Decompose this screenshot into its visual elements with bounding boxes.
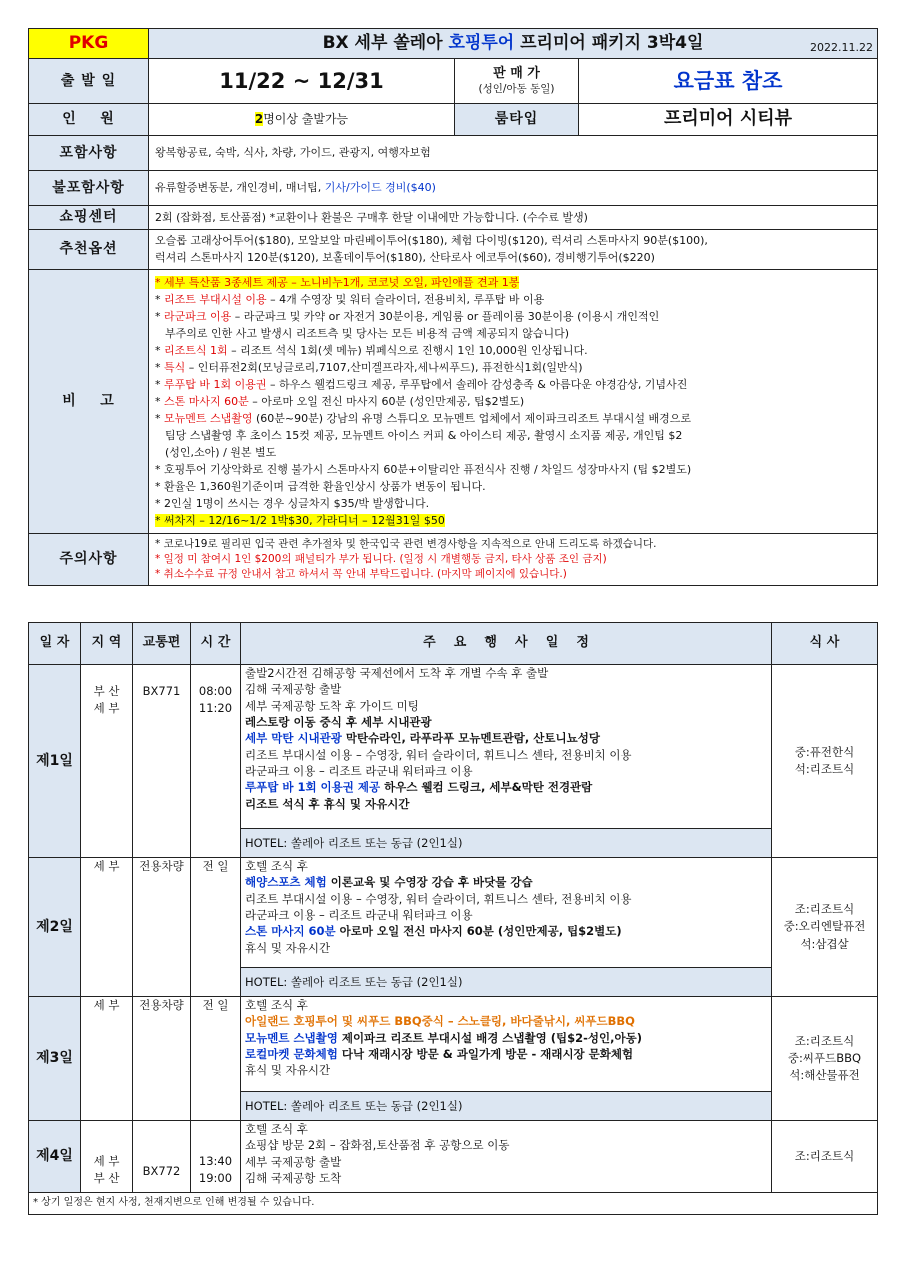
- day-4-activities: 호텔 조식 후 쇼핑샵 방문 2회 – 잡화점,토산품점 후 공항으로 이동 세부 국제공항 출발 김해 국제공항 도착: [241, 1121, 772, 1193]
- package-info-table: [28, 28, 878, 586]
- issue-date: 2022.11.22: [810, 41, 874, 55]
- col-day: 일 자: [29, 623, 81, 665]
- day-3-region: 세 부: [81, 997, 133, 1121]
- room-label: 룸타입: [455, 104, 579, 136]
- day-2-activities: 호텔 조식 후 해양스포츠 체험 이론교육 및 수영장 강습 후 바닷물 강습 리조트 부대시설 이용 – 수영장, 워터 슬라이더, 휘트니스 센타, 전용비치 이용 라군파크 이용 – 리조트 라군내 워터파크 이용 스톤 마사지 60분 아로마 오일 전신 마사지 60분 (성인만제공, 팁$2별도) 휴식 및 자유시간: [241, 858, 772, 968]
- exclude-value: 유류할증변동분, 개인경비, 매너팁, 기사/가이드 경비($40): [149, 171, 878, 206]
- day-1-time: 08:00 11:20: [191, 665, 241, 858]
- col-time: 시 간: [191, 623, 241, 665]
- day-1-meals: 중:퓨전한식 석:리조트식: [772, 665, 878, 858]
- day-1-activities: 출발2시간전 김해공항 국제선에서 도착 후 개별 수속 후 출발 김해 국제공항 출발 세부 국제공항 도착 후 가이드 미팅 레스토랑 이동 중식 후 세부 시내관광 세부 막탄 시내관광 막탄슈라인, 라푸라푸 모뉴멘트관람, 산토니뇨성당 리조트 부대시설 이용 – 수영장, 워터 슬라이더, 휘트니스 센타, 전용비치 이용 라군파크 이용 – 리조트 라군내 워터파크 이용 루푸탑 바 1회 이용권 제공 하우스 웰컴 드링크, 세부&막탄 전경관람 리조트 석식 후 휴식 및 자유시간: [241, 665, 772, 829]
- day-2-transport: 전용차량: [133, 858, 191, 997]
- day-1-transport: BX771: [133, 665, 191, 858]
- departure-value: 11/22 ~ 12/31: [149, 59, 455, 104]
- day-3: 제3일: [29, 997, 81, 1121]
- day-3-time: 전 일: [191, 997, 241, 1121]
- include-label: 포함사항: [29, 136, 149, 171]
- itinerary-table: [28, 622, 878, 1215]
- shopping-value: 2회 (잡화점, 토산품점) *교환이나 환불은 구매후 한달 이내에만 가능합니다. (수수료 발생): [149, 206, 878, 230]
- price-label: 판 매 가 (성인/아동 동일): [455, 59, 579, 104]
- col-meal: 식 사: [772, 623, 878, 665]
- options-value: 오슬롭 고래상어투어($180), 모알보알 마린베이투어($180), 체험 다이빙($120), 럭셔리 스톤마사지 90분($100), 럭셔리 스톤마사지 120분($120), 보홀데이투어($180), 산타로사 에코투어($60), 경비행기투어($220): [149, 230, 878, 270]
- day-2-hotel: HOTEL: 쏠레아 리조트 또는 동급 (2인1실): [241, 968, 772, 997]
- col-main: 주 요 행 사 일 정: [241, 623, 772, 665]
- day-1: 제1일: [29, 665, 81, 858]
- day-2: 제2일: [29, 858, 81, 997]
- day-2-region: 세 부: [81, 858, 133, 997]
- departure-label: 출 발 일: [29, 59, 149, 104]
- shopping-label: 쇼핑센터: [29, 206, 149, 230]
- col-transport: 교통편: [133, 623, 191, 665]
- day-4-region: 세 부 부 산: [81, 1121, 133, 1193]
- day-3-hotel: HOTEL: 쏠레아 리조트 또는 동급 (2인1실): [241, 1092, 772, 1121]
- include-value: 왕복항공료, 숙박, 식사, 차량, 가이드, 관광지, 여행자보험: [149, 136, 878, 171]
- package-title: BX 세부 쏠레아 호핑투어 프리미어 패키지 3박4일 2022.11.22: [149, 29, 878, 59]
- day-2-time: 전 일: [191, 858, 241, 997]
- pkg-badge: PKG: [29, 29, 149, 59]
- itinerary-footnote: * 상기 일정은 현지 사정, 천재지변으로 인해 변경될 수 있습니다.: [29, 1193, 878, 1215]
- room-value: 프리미어 시티뷰: [579, 104, 878, 136]
- day-2-meals: 조:리조트식 중:오리엔탈퓨전 석:삼겹살: [772, 858, 878, 997]
- day-1-region: 부 산 세 부: [81, 665, 133, 858]
- day-1-hotel: HOTEL: 쏠레아 리조트 또는 동급 (2인1실): [241, 829, 772, 858]
- day-3-meals: 조:리조트식 중:씨푸드BBQ 석:해산물퓨전: [772, 997, 878, 1121]
- day-4-time: 13:40 19:00: [191, 1121, 241, 1193]
- exclude-label: 불포함사항: [29, 171, 149, 206]
- day-4: 제4일: [29, 1121, 81, 1193]
- options-label: 추천옵션: [29, 230, 149, 270]
- people-label: 인 원: [29, 104, 149, 136]
- caution-label: 주의사항: [29, 534, 149, 586]
- day-3-activities: 호텔 조식 후 아일랜드 호핑투어 및 씨푸드 BBQ중식 – 스노클링, 바다줄낚시, 씨푸드BBQ 모뉴멘트 스냅촬영 제이파크 리조트 부대시설 배경 스냅촬영 (팁$2-성인,아동) 로컬마켓 문화체험 다낙 재래시장 방문 & 과일가게 방문 - 재래시장 문화체험 휴식 및 자유시간: [241, 997, 772, 1092]
- caution-value: * 코로나19로 필리핀 입국 관련 추가절차 및 한국입국 관련 변경사항을 지속적으로 안내 드리도록 하겠습니다. * 일정 미 참여시 1인 $200의 패널티가 부가 됩니다. (일정 시 개별행동 금지, 타사 상품 조인 금지) * 취소수수료 규정 안내서 참고 하셔서 꼭 안내 부탁드립니다. (마지막 페이지에 있습니다.): [149, 534, 878, 586]
- people-value: 2명이상 출발가능: [149, 104, 455, 136]
- price-value: 요금표 참조: [579, 59, 878, 104]
- day-4-transport: BX772: [133, 1121, 191, 1193]
- remarks-label: 비 고: [29, 270, 149, 534]
- remarks-value: * 세부 특산품 3종세트 제공 – 노니비누1개, 코코넛 오일, 파인애플 견과 1봉 * 리조트 부대시설 이용 – 4개 수영장 및 워터 슬라이더, 전용비치, 루푸탑 바 이용 * 라군파크 이용 – 라군파크 및 카약 or 자전거 30분이용, 게임룸 or 플레이룸 30분이용 (이용시 개인적인 부주의로 인한 사고 발생시 리조트측 및 당사는 모든 비용적 금액 제공되지 않습니다) * 리조트식 1회 – 리조트 석식 1회(셋 메뉴) 뷔페식으로 진행시 1인 10,000원 인상됩니다. * 특식 – 인터퓨전2회(모닝글로리,7107,산미겔프라자,세나씨푸드), 퓨전한식1회(일반식) * 루푸탑 바 1회 이용권 – 하우스 웰컴드링크 제공, 루푸탑에서 솔레아 감성충족 & 아름다운 야경감상, 기념사진 * 스톤 마사지 60분 – 아로마 오일 전신 마사지 60분 (성인만제공, 팁$2별도) * 모뉴멘트 스냅촬영 (60분~90분) 강남의 유명 스튜디오 모뉴멘트 업체에서 제이파크리조트 부대시설 배경으로 팀당 스냅촬영 후 초이스 15컷 제공, 모뉴멘트 아이스 커피 & 아이스티 제공, 촬영시 소지품 제공, 개인팁 $2 (성인,소아) / 원본 별도 * 호핑투어 기상악화로 진행 불가시 스톤마사지 60분+이탈리안 퓨전식사 진행 / 차일드 성장마사지 (팁 $2별도) * 환율은 1,360원기준이며 급격한 환율인상시 상품가 변동이 됩니다. * 2인실 1명이 쓰시는 경우 싱글차지 $35/박 발생합니다. * 써차지 – 12/16~1/2 1박$30, 가라디너 – 12월31일 $50: [149, 270, 878, 534]
- day-4-meals: 조:리조트식: [772, 1121, 878, 1193]
- col-region: 지 역: [81, 623, 133, 665]
- day-3-transport: 전용차량: [133, 997, 191, 1121]
